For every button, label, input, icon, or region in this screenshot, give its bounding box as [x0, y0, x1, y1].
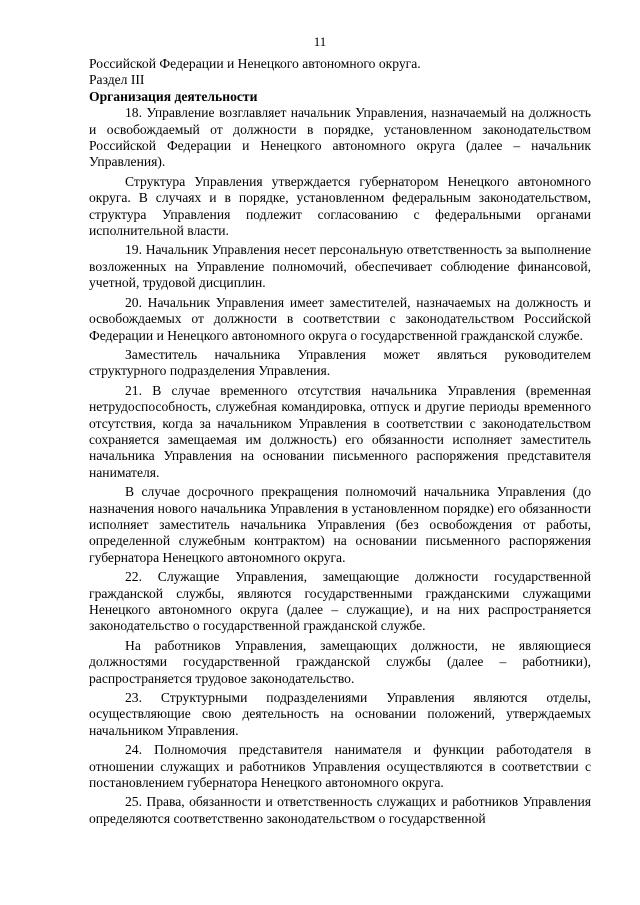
page-number: 11 — [313, 34, 327, 49]
paragraph-workers: На работников Управления, замещающих должности, не являющиеся должностями государственной гражданской службы (далее – работники), распространяется трудовое законодательство. — [89, 637, 591, 686]
paragraph-deputy: Заместитель начальника Управления может являться руководителем структурного подразделения Управления. — [89, 346, 591, 379]
section-title: Организация деятельности — [89, 88, 258, 104]
paragraph-19: 19. Начальник Управления несет персональную ответственность за выполнение возложенных на Управление полномочий, обеспечивает соблюдение финансовой, учетной, трудовой дисциплин. — [89, 242, 591, 291]
paragraph-23: 23. Структурными подразделениями Управления являются отделы, осуществляющие свою деятельность на основании положений, утверждаемых начальником Управления. — [89, 690, 591, 738]
document-body — [89, 56, 591, 827]
paragraph-18: 18. Управление возглавляет начальник Управления, назначаемый на должность и освобождаемый от должности в порядке, установленном законодательством Российской Федерации и Ненецкого автономного округа (далее – начальник Управления). — [89, 105, 591, 170]
section-number: Раздел III — [89, 72, 145, 88]
paragraph-21: 21. В случае временного отсутствия начальника Управления (временная нетрудоспособность, служебная командировка, отпуск и другие периоды временного отсутствия, когда за начальником Управления в соответствии с законодательством сохраняется замещаемая им должность) его обязанности исполняет заместитель начальника Управления на основании письменного распоряжения представителя нанимателя. — [89, 382, 591, 480]
section-heading — [89, 72, 591, 105]
paragraph-structure: Структура Управления утверждается губернатором Ненецкого автономного округа. В случаях и в порядке, установленном федеральным законодательством, структура Управления подлежит согласованию с федеральными органами исполнительной власти. — [89, 173, 591, 239]
paragraph-22: 22. Служащие Управления, замещающие должности государственной гражданской службы, являются государственными гражданскими служащими Ненецкого автономного округа (далее – служащие), и на них распространяется законодательство о государственной гражданской службе. — [89, 569, 591, 634]
continuation-text: Российской Федерации и Ненецкого автономного округа. — [89, 56, 421, 71]
paragraph-25: 25. Права, обязанности и ответственность служащих и работников Управления определяются соответственно законодательством о государственной — [89, 794, 591, 826]
paragraph-24: 24. Полномочия представителя нанимателя и функции работодателя в отношении служащих и работников Управления осуществляются в соответствии с постановлением губернатора Ненецкого автономного округа. — [89, 742, 591, 791]
paragraph-20: 20. Начальник Управления имеет заместителей, назначаемых на должность и освобождаемых от должности в соответствии с законодательством Российской Федерации и Ненецкого автономного округа о государственной гражданской службе. — [89, 294, 591, 343]
paragraph-early-termination: В случае досрочного прекращения полномочий начальника Управления (до назначения нового начальника Управления в установленном порядке) его обязанности исполняет заместитель начальника Управления (без освобождения от работы, определенной служебным контрактом) на основании письменного распоряжения губернатора Ненецкого автономного округа. — [89, 484, 591, 565]
